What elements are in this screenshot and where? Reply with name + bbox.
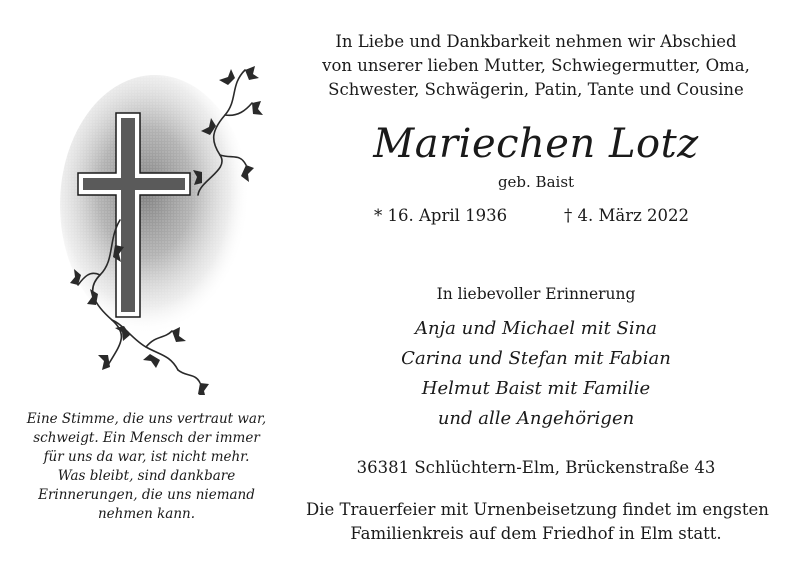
verse-line: Was bleibt, sind dankbare xyxy=(57,468,236,484)
funeral-notice xyxy=(306,498,769,546)
cross-ivy-illustration xyxy=(60,55,280,395)
funeral-line: Familienkreis auf dem Friedhof in Elm statt. xyxy=(350,524,722,543)
farewell-intro xyxy=(306,30,766,102)
mourner-line: und alle Angehörigen xyxy=(437,408,635,429)
funeral-line: Die Trauerfeier mit Urnenbeisetzung findet im engsten xyxy=(306,500,769,519)
deceased-name: Mariechen Lotz xyxy=(373,121,699,167)
verse-line: für uns da war, ist nicht mehr. xyxy=(43,449,250,465)
shadow-halo xyxy=(60,75,250,335)
birth-date: * 16. April 1936 xyxy=(374,206,508,225)
verse-line: schweigt. Ein Mensch der immer xyxy=(33,430,260,446)
intro-line: von unserer lieben Mutter, Schwiegermutter, Oma, xyxy=(322,56,750,75)
memorial-verse xyxy=(0,410,293,524)
mourner-line: Helmut Baist mit Familie xyxy=(421,378,651,399)
verse-line: Erinnerungen, die uns niemand xyxy=(38,487,255,503)
maiden-name: geb. Baist xyxy=(497,173,575,191)
mourner-line: Anja und Michael mit Sina xyxy=(415,318,657,339)
mourners-list xyxy=(306,314,766,434)
life-dates xyxy=(306,204,766,228)
mourning-address: 36381 Schlüchtern-Elm, Brückenstraße 43 xyxy=(356,458,716,477)
verse-line: Eine Stimme, die uns vertraut war, xyxy=(26,411,267,427)
intro-line: In Liebe und Dankbarkeit nehmen wir Abschied xyxy=(335,32,737,51)
intro-line: Schwester, Schwägerin, Patin, Tante und Cousine xyxy=(328,80,744,99)
memory-line: In liebevoller Erinnerung xyxy=(436,285,636,303)
death-date: † 4. März 2022 xyxy=(564,206,690,225)
verse-line: nehmen kann. xyxy=(97,506,196,522)
mourner-line: Carina und Stefan mit Fabian xyxy=(401,348,671,369)
